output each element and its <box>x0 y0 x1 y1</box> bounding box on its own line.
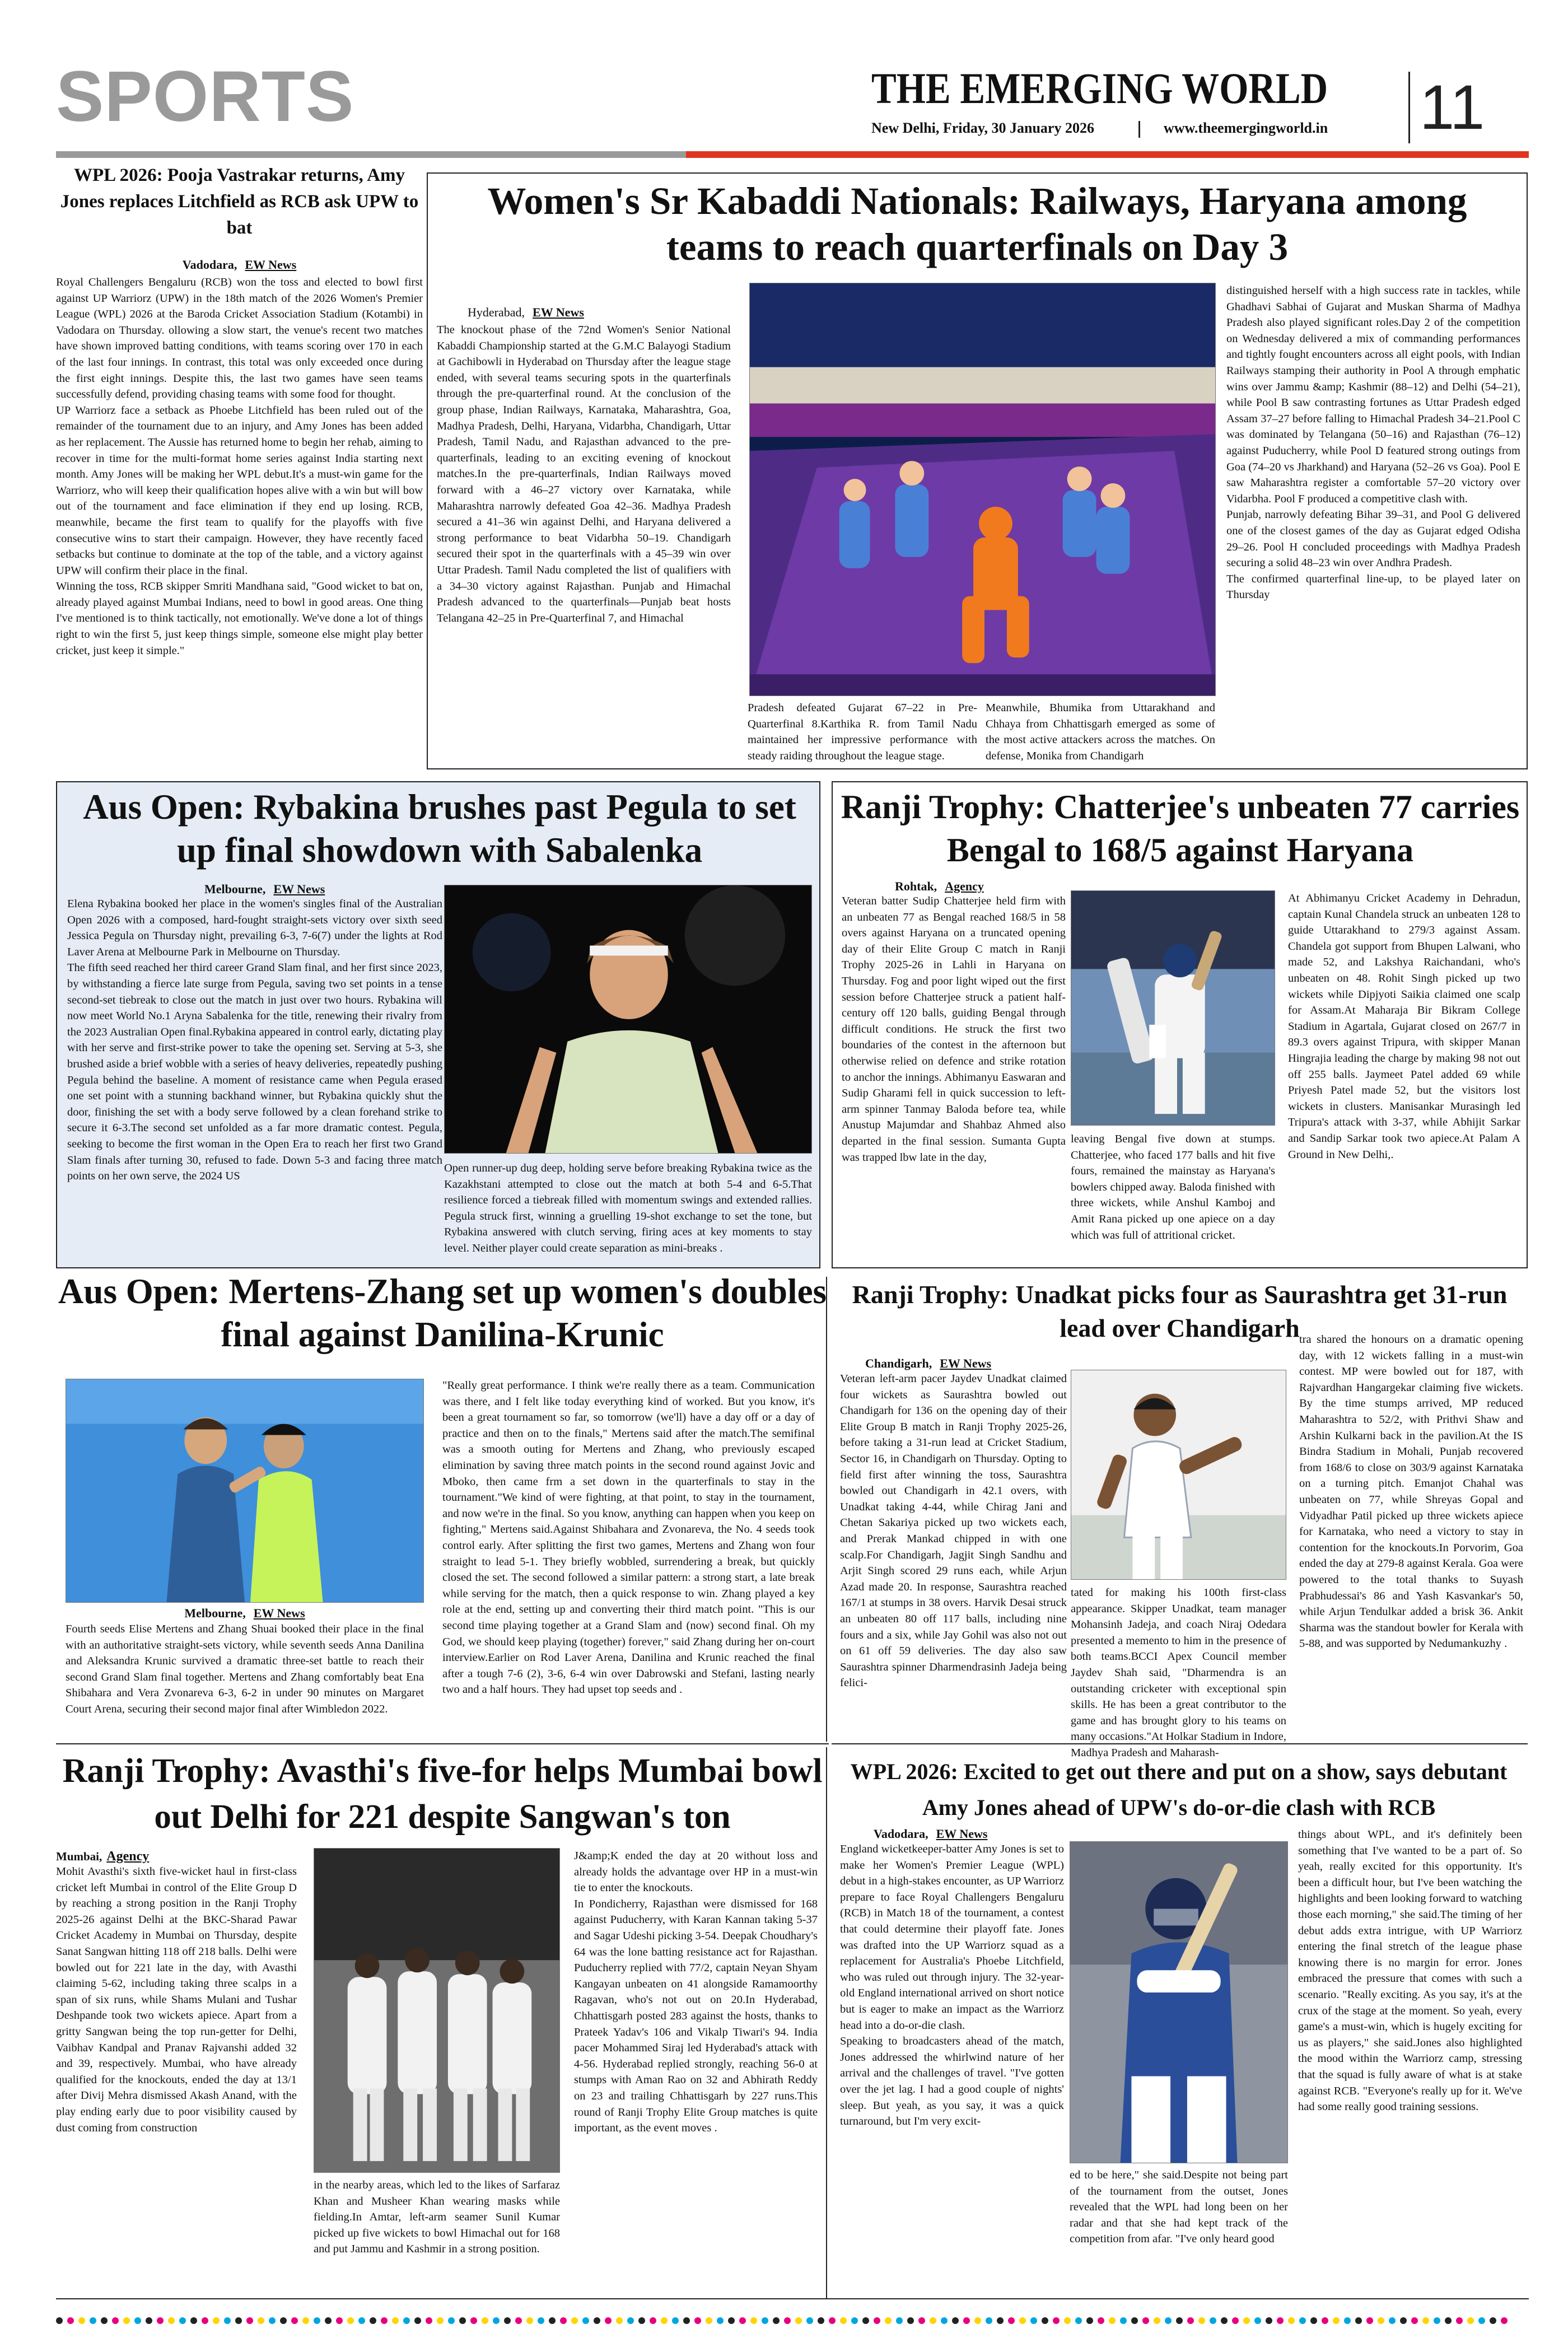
footer-dot <box>706 2317 712 2324</box>
body-avasthi-col3: J&amp;K ended the day at 20 without loss and already holds the advantage over HP in a must-win tie to enter the knockouts. In Pondicherry, Rajasthan were dismissed for 168 against Puducherry, with Karan Kannan taking 5-37 and Sagar Udeshi picking 3-54. Deepak Choudhary's 64 was the lone batting resistance act for Rajasthan. Puducherry replied with 77/2, captain Neyan Shyam Kangayan unbeaten on 41 alongside Ramamoorthy Ragavan, who's not out on 20.In Hyderabad, Chhattisgarh posted 283 against the hosts, thanks to Prateek Yadav's 106 and Vikalp Tiwari's 94. India pacer Mohammed Siraj led Hyderabad's attack with 4-56. Hyderabad replied strongly, reaching 56-0 at stumps with Aman Rao on 32 and Abhirath Reddy on 23 and trailing Chhattisgarh by 227 runs.This round of Ranji Trophy Elite Group matches is quite important, as the event moves . <box>574 1850 818 2135</box>
byline-mertens: Melbourne, EW News <box>184 1606 305 1620</box>
footer-dot <box>224 2317 231 2324</box>
footer-dot <box>874 2317 880 2324</box>
headline-rybakina: Aus Open: Rybakina brushes past Pegula to set up final showdown with Sabalenka <box>83 787 796 870</box>
footer-dot <box>78 2317 85 2324</box>
footer-dot <box>1355 2317 1362 2324</box>
footer-dot <box>370 2317 376 2324</box>
footer-dot <box>258 2317 264 2324</box>
footer-dot <box>1344 2317 1351 2324</box>
footer-dot <box>605 2317 612 2324</box>
rybakina-photo <box>444 885 812 1154</box>
body-chatterjee-col1: Veteran batter Sudip Chatterjee held firm with an unbeaten 77 as Bengal reached 168/5 in 58 overs against Haryana on a truncated opening day of their Elite Group C match in Ranji Trophy 2025-26 in Lahli in Haryana on Thursday. Fog and poor light wiped out the first session before Chatterjee struck a patient half-century off 120 balls, guiding Bengal through difficult conditions. He struck the first two boundaries of the contest in the afternoon but otherwise relied on defence and strike rotation to anchor the innings. Abhimanyu Easwaran and Sudip Gharami fell in quick succession to left-arm spinner Tanmay Baloda before tea, while Anustup Majumdar and Shahbaz Ahmed also departed in the final session. Sumanta Gupta was trapped lbw late in the day, <box>842 895 1066 1164</box>
footer-dot <box>1467 2317 1474 2324</box>
footer-dot <box>1501 2317 1508 2324</box>
paper-title: THE EMERGING WORLD <box>871 64 1328 113</box>
footer-dot <box>1030 2317 1037 2324</box>
footer-dot <box>526 2317 533 2324</box>
chatterjee-photo <box>1071 890 1275 1126</box>
footer-dot <box>1198 2317 1205 2324</box>
kabaddi-photo <box>749 283 1216 696</box>
footer-dot <box>202 2317 208 2324</box>
mertens-photo <box>66 1379 424 1603</box>
chatterjee-photo-art <box>1071 891 1275 1125</box>
body-kabaddi-col4: distinguished herself with a high success rate in tackles, while Ghadhavi Sabhai of Gujarat and Muskan Sharma of Madhya Pradesh also played significant roles.Day 2 of the competition on Wednesday delivered a mix of commanding performances and tightly fought encounters across all eight pools, with Indian Railways stamping their authority in Pool A through emphatic wins over Jammu &amp; Kashmir (88–12) and Delhi (54–21), while Pool B saw contrasting fortunes as Uttar Pradesh edged Assam 37–27 before falling to Himachal Pradesh 34–21.Pool C was dominated by Telangana (50–16) and Rajasthan (76–12) against Puducherry, while Pool D featured strong outings from Goa (74–20 vs Jharkhand) and Haryana (52–26 vs Goa). Pool E saw Maharashtra register a comfortable 57–20 victory over Vidarbha. Pool F produced a competitive clash with. Punjab, narrowly defeating Bihar 39–31, and Pool G delivered one of the closest games of the day as Gujarat edged Odisha 29–26. Pool H concluded proceedings with Madhya Pradesh securing a solid 48–23 win over Andhra Pradesh. The confirmed quarterfinal line-up, to be played later on Thursday <box>1226 284 1520 601</box>
footer-dot <box>426 2317 432 2324</box>
footer-dot <box>538 2317 544 2324</box>
footer-dot <box>1098 2317 1104 2324</box>
footer-dot <box>1120 2317 1127 2324</box>
body-mertens-col2: "Really great performance. I think we're really there as a team. Communication was there, and I felt like today everything kind of worked. But you know, it's been a great tournament so far, so tomorrow (we'll) have a day off or a day of practice and then on to the finals," Mertens said after the match.The semifinal was a smooth outing for Mertens and Zhang, who previously escaped elimination by saving three match points in the second round against Jovic and Mboko, then came frm a set down in the quarterfinals to stay in the tournament."We kind of were fighting, at that point, to stay in the tournament, and now we're in the final. So you know, anything can happen when you keep on fighting," Mertens said.Against Shibahara and Zvonareva, the No. 4 seeds took control early. After splitting the first two games, Mertens and Zhang won four straight to lead 5-1. They briefly wobbled, surrendering a break, but quickly closed the set. The second followed a similar pattern: a strong start, a late break while serving for the match, then a quick response to win. Zhang played a key role at the end, setting up and converting their third match point. "This is our second time playing together at a Grand Slam and (now) second final. Oh my God, we should keep playing (together) forever," said Zhang during her on-court interview.Earlier on Rod Laver Arena, Danilina and Krunic reached the final after a tough 7-6 (2), 3-6, 6-4 win over Dabrowski and Stefani, lasting nearly two and a half hours. They had upset top seeds and . <box>442 1379 815 1696</box>
body-avasthi-col1: Mohit Avasthi's sixth five-wicket haul in first-class cricket left Mumbai in control of the Elite Group D by reaching a strong position in the Ranji Trophy 2025-26 against Delhi at the BKC-Sharad Pawar Cricket Academy in Mumbai on Thursday, despite Sanat Sangwan hitting 118 off 218 balls. Delhi were bowled out for 221 late in the day, with Avasthi claiming 5-62, including taking three scalps in a span of six runs, while Shams Mulani and Tushar Deshpande took two wickets apiece. Apart from a gritty Sangwan being the top run-getter for Delhi, Vaibhav Kandpal and Pranav Rajvanshi added 32 and 39, respectively. Mumbai, who have already qualified for the knockouts, ended the day at 13/1 after Divij Mehra dismissed Akash Anand, with the play ending early due to poor visibility caused by dust coming from construction <box>56 1865 297 2134</box>
dateline-divider <box>1138 121 1140 138</box>
footer-dot <box>627 2317 634 2324</box>
footer-dot <box>1310 2317 1317 2324</box>
body-chatterjee-col3: At Abhimanyu Cricket Academy in Dehradun, captain Kunal Chandela struck an unbeaten 128 to guide Uttarakhand to 279/3 against Assam. Chandela got support from Bhupen Lalwani, who made 52, and Lakshya Raichandani, who's unbeaten on 48. Rohit Singh picked up two wickets while Dipjyoti Saikia claimed one scalp for Assam.At Maharaja Bir Bikram College Stadium in Agartala, Gujarat closed on 267/7 in 89.3 overs against Tripura, with skipper Manan Hingrajia leading the charge by making 98 not out off 255 balls. Jaymeet Patel added 69 while Priyesh Patel made 52, but the visitors lost wickets in clusters. Manisankar Murasingh led Tripura's attack with 3-37, while Abhijit Sarkar and Sandip Sarkar took two apiece.At Palam A Ground in New Delhi,. <box>1288 892 1520 1161</box>
footer-dot <box>582 2317 589 2324</box>
body-amy-jones-col1: England wicketkeeper-batter Amy Jones is set to make her Women's Premier League (WPL) debut in a high-stakes encounter, as UP Warriorz prepare to face Royal Challengers Bengaluru (RCB) in Match 18 of the tournament, a contest that could determine their playoff fate. Jones was drafted into the UP Warriorz squad as a replacement for Australia's Phoebe Litchfield, who was ruled out through injury. The 32-year-old England international arrived on short notice but is eager to make an impact as the Warriorz head into a do-or-die clash. Speaking to broadcasters ahead of the match, Jones addressed the whirlwind nature of her arrival and the challenges of travel. "I've gotten over the jet lag. I had a good couple of nights' sleep. But yeah, as you say, it was a quick turnaround, but I'm very excit- <box>840 1843 1064 2128</box>
footer-dot <box>694 2317 701 2324</box>
footer-dot <box>661 2317 668 2324</box>
footer-dot <box>650 2317 656 2324</box>
byline-chatterjee: Rohtak, Agency <box>895 879 984 893</box>
footer-dot <box>717 2317 724 2324</box>
footer-dot <box>347 2317 354 2324</box>
byline-rybakina: Melbourne, EW News <box>204 882 325 896</box>
footer-dot <box>1042 2317 1048 2324</box>
footer-dot <box>493 2317 500 2324</box>
section-title: SPORTS <box>56 57 354 137</box>
byline-kabaddi: Hyderabad, EW News <box>468 305 584 319</box>
footer-dot <box>672 2317 679 2324</box>
footer-dot <box>986 2317 992 2324</box>
body-unadkat-col3: tra shared the honours on a dramatic opening day, with 12 wickets falling in a must-win contest. MP were bowled out for 187, with Rajvardhan Hangargekar claiming five wickets. By the time stumps arrived, MP reduced Maharashtra to 52/2, with Prithvi Shaw and Arshin Kulkarni back in the pavilion.At the IS Bindra Stadium in Mohali, Punjab recovered from 168/6 to close on 303/9 against Karnataka on a turning pitch. Emanjot Chahal was unbeaten on 77, while Shreyas Gopal and Vidyadhar Patil picked up three wickets apiece for Karnataka, who need a victory to stay in contention for the knockouts.In Porvorim, Goa ended the day at 279-8 against Kerala. Goa were powered to the total thanks to Suyash Prabhudessai's 86 and Yash Kasvankar's 50, while Arjun Tendulkar added a brisk 36. Ankit Sharma was the standout bowler for Kerala with 5-88, and was supported by Nedumankuzhy . <box>1299 1333 1523 1650</box>
unadkat-col2: tated for making his 100th first-class appearance. Skipper Unadkat, team manager Mohansinh Jadeja, and coach Niraj Odedara presented a memento to him in the presence of both teams.BCCI Apex Council member Jaydev Shah said, "Dharmendra is an outstanding cricketer with exceptional spin skills. He has been a great contributor to the game and has brought glory to his teams on many occasions."At Holkar Stadium in Indore, Madhya Pradesh and Maharash- <box>1071 1586 1286 1759</box>
footer-dot <box>1456 2317 1463 2324</box>
footer-dot <box>1243 2317 1250 2324</box>
byline-unadkat: Chandigarh, EW News <box>865 1356 992 1370</box>
amy-jones-photo <box>1070 1841 1288 2163</box>
footer-dot <box>1109 2317 1116 2324</box>
masthead-vertical-divider <box>1408 72 1410 143</box>
footer-dot <box>1187 2317 1194 2324</box>
masthead-rule-red <box>686 151 1529 158</box>
footer-dot <box>571 2317 578 2324</box>
body-rybakina: Elena Rybakina booked her place in the women's singles final of the Australian Open 2026 with a composed, hard-fought straight-sets victory over sixth seed Jessica Pegula on Thursday night, prevailing 6-3, 7-6(7) under the lights at Rod Laver Arena at Melbourne Park in Melbourne on Thursday. The fifth seed reached her third career Grand Slam final, and her first since 2023, by withstanding a fierce late surge from Pegula, saving two set points in a tense second-set tiebreak to close out the match in just over two hours. Rybakina will now meet World No.1 Aryna Sabalenka for the title, renewing their rivalry from the 2023 Australian Open final.Rybakina appeared in control early, dictating play with her serve and first-strike power to take the opening set. Serving at 5-3, she brushed aside a brief wobble with a series of heavy deliveries, repeatedly pushing Pegula behind the baseline. A moment of resistance came when Pegula erased one set point with a stunning backhand winner, but Rybakina quickly shut the door, finishing the set with a body serve followed by a clean forehand strike to secure it 6-3.The second set unfolded as a far more dramatic contest. Pegula, seeking to become the first woman in the Open Era to reach her first two Grand Slam finals after turning 30, refused to fade. Down 5-3 and facing three match points on her own serve, the 2024 US <box>67 898 443 1183</box>
footer-dot <box>459 2317 466 2324</box>
footer-dot <box>414 2317 421 2324</box>
footer-dot <box>269 2317 276 2324</box>
footer-dot <box>515 2317 522 2324</box>
footer-dot <box>157 2317 164 2324</box>
footer-dot <box>974 2317 981 2324</box>
footer-dot <box>1221 2317 1228 2324</box>
footer-dot <box>1299 2317 1306 2324</box>
footer-dot <box>896 2317 903 2324</box>
rybakina-caption: Open runner-up dug deep, holding serve before breaking Rybakina twice as the Kazakhstani attempted to close out the match at both 5-4 and 6-5.That resilience forced a tiebreak filled with momentum swings and extended rallies. Pegula struck first, winning a gruelling 19-shot exchange to set the tone, but Rybakina answered with clutch serving, firing aces at key moments to stay level. Neither player could create separation as mini-breaks . <box>444 1162 812 1254</box>
footer-dot <box>336 2317 343 2324</box>
footer-dot <box>1064 2317 1071 2324</box>
footer-dot <box>1288 2317 1295 2324</box>
footer-dot <box>728 2317 735 2324</box>
footer-dot <box>750 2317 757 2324</box>
footer-dot <box>963 2317 970 2324</box>
footer-dot <box>1400 2317 1407 2324</box>
footer-dot <box>123 2317 130 2324</box>
headline-wpl-vastrakar: WPL 2026: Pooja Vastrakar returns, Amy Jones replaces Litchfield as RCB ask UPW to bat <box>60 165 419 238</box>
footer-dot <box>325 2317 332 2324</box>
footer-dot <box>1154 2317 1160 2324</box>
footer-dot <box>997 2317 1004 2324</box>
footer-dot <box>381 2317 388 2324</box>
footer-dot <box>683 2317 690 2324</box>
footer-dot <box>851 2317 858 2324</box>
page-number: 11 <box>1420 72 1485 142</box>
byline-wpl-vastrakar: Vadodara, EW News <box>182 258 297 272</box>
mertens-photo-art <box>66 1379 423 1602</box>
footer-dot <box>504 2317 511 2324</box>
footer-dot <box>1378 2317 1384 2324</box>
footer-dot <box>784 2317 791 2324</box>
footer-dot <box>1422 2317 1429 2324</box>
footer-dot <box>168 2317 175 2324</box>
footer-dot <box>1019 2317 1026 2324</box>
unadkat-photo <box>1071 1370 1286 1580</box>
body-mertens-col1: Fourth seeds Elise Mertens and Zhang Shuai booked their place in the final with an authoritative straight-sets victory, while seventh seeds Anna Danilina and Aleksandra Krunic survived a dramatic three-set battle to reach their second Grand Slam final together. Mertens and Zhang comfortably beat Ena Shibahara and Vera Zvonareva 6-3, 6-2 in under 90 minutes on Margaret Court Arena, securing their second major final after Wimbledon 2022. <box>66 1623 424 1715</box>
footer-dot <box>1434 2317 1440 2324</box>
footer-dot <box>907 2317 914 2324</box>
body-kabaddi-col1: The knockout phase of the 72nd Women's Senior National Kabaddi Championship started at the G.M.C Balayogi Stadium at Gachibowli in Hyderabad on Thursday after the league stage ended, with several teams securing spots in the quarterfinals through the pre-quarterfinal round. At the conclusion of the group phase, Indian Railways, Karnataka, Maharashtra, Goa, Madhya Pradesh, Delhi, Haryana, Vidarbha, Chandigarh, Uttar Pradesh, Tamil Nadu, and Rajasthan advanced to the pre-quarterfinals, leading to an exciting evening of knockout matches.In the pre-quarterfinals, Indian Railways moved forward with a 46–27 victory over Karnataka, while Maharashtra narrowly defeated Goa 42–36. Madhya Pradesh secured a 41–36 win against Delhi, and Haryana delivered a strong performance to beat Vidarbha 50–19. Chandigarh secured their spot in the quarterfinals with a 45–39 win over Uttar Pradesh. Tamil Nadu completed the list of qualifiers with a 34–30 victory against Rajasthan. Punjab and Himachal Pradesh advanced to the quarterfinals—Punjab beat hosts Telangana 42–25 in Pre-Quarterfinal 7, and Himachal <box>437 324 731 624</box>
byline-avasthi: Mumbai, Agency <box>56 1849 150 1864</box>
footer-dot <box>482 2317 488 2324</box>
footer-dot <box>1165 2317 1172 2324</box>
footer-dot <box>616 2317 623 2324</box>
footer-dot <box>246 2317 253 2324</box>
footer-dot <box>1478 2317 1485 2324</box>
kabaddi-photo-art <box>750 283 1215 696</box>
headline-unadkat: Ranji Trophy: Unadkat picks four as Saurashtra get 31-run lead over Chandigarh <box>852 1280 1508 1342</box>
kabaddi-col3: Meanwhile, Bhumika from Uttarakhand and Chhaya from Chhattisgarh emerged as some of the most active attackers across the matches. On defense, Monika from Chandigarh <box>986 702 1215 762</box>
website-url: www.theemergingworld.in <box>1164 120 1328 136</box>
headline-kabaddi: Women's Sr Kabaddi Nationals: Railways, Haryana among teams to reach quarterfinals on Day 3 <box>487 180 1467 268</box>
footer-dot <box>762 2317 768 2324</box>
footer-dot <box>190 2317 197 2324</box>
footer-dot <box>840 2317 847 2324</box>
footer-dot <box>1131 2317 1138 2324</box>
rule-avasthi-amy <box>826 1747 827 2299</box>
footer-dot <box>773 2317 780 2324</box>
footer-dot <box>112 2317 119 2324</box>
footer-dot <box>1053 2317 1060 2324</box>
body-wpl-vastrakar: Royal Challengers Bengaluru (RCB) won the toss and elected to bowl first against UP Warriorz (UPW) in the 18th match of the 2026 Women's Premier League (WPL) 2026 at the Baroda Cricket Association Stadium (Kotambi) in Vadodara on Thursday. ollowing a slow start, the venue's recent two matches have shown improved batting conditions, with teams scoring over 170 in each of the last four innings. In contrast, this total was only exceeded once during the first eight innings. Despite this, the last two games have seen teams successfully defend, providing chasing teams with some food for thought. UP Warriorz face a setback as Phoebe Litchfield has been ruled out of the remainder of the tournament due to an injury, and Amy Jones has been added as her replacement. The Aussie has returned home to begin her rehab, aiming to recover in time for the multi-format home series against India starting next month. Amy Jones will be making her WPL debut.It's a must-win game for the Warriorz, who will keep their qualification hopes alive with a win but will bow out of the tournament and face elimination if they end up losing. RCB, meanwhile, became the first team to qualify for the playoffs with five consecutive wins to start their campaign. However, they have recently faced setbacks but continue to dominate at the top of the table, and a victory against UPW will confirm their place in the final. Winning the toss, RCB skipper Smriti Mandhana said, "Good wicket to bat on, already played against Mumbai Indians, need to bowl in good areas. One thing I've mentioned is to think tactically, not emotionally. We've done a lot of things right to win the first 5, just keep things simple, someone else might play better cricket, just keep it simple." <box>56 276 423 657</box>
footer-dot <box>1086 2317 1093 2324</box>
body-unadkat-col1: Veteran left-arm pacer Jaydev Unadkat claimed four wickets as Saurashtra bowled out Chandigarh for 136 on the opening day of their Elite Group B match in Ranji Trophy 2025-26, before taking a 31-run lead at Cricket Stadium, Sector 16, in Chandigarh on Thursday. Opting to field first after winning the toss, Saurashtra bowled out Chandigarh in 42.1 overs, with Unadkat taking 4-44, while Chirag Jani and Chetan Sakariya picked up two wickets each, and Prerak Mankad chipped in with one scalp.For Chandigarh, Jagjit Singh Sandhu and Arjit Singh scored 29 runs each, while Arjun Azad made 20. In response, Saurashtra reached 167/1 at stumps in 38 overs. Harvik Desai struck an unbeaten 80 off 117 balls, including nine fours and a six, while Jay Gohil was also not out on 61 off 59 deliveries. The day also saw Saurashtra spinner Dharmendrasinh Jadeja being felici- <box>840 1373 1067 1690</box>
footer-dot <box>560 2317 567 2324</box>
footer-dot <box>1333 2317 1340 2324</box>
footer-dot <box>885 2317 892 2324</box>
unadkat-photo-art <box>1071 1370 1286 1579</box>
footer-dot <box>1008 2317 1015 2324</box>
footer-dot <box>818 2317 824 2324</box>
footer-dot <box>101 2317 108 2324</box>
footer-dot <box>549 2317 556 2324</box>
kabaddi-col2: Pradesh defeated Gujarat 67–22 in Pre-Quarterfinal 8.Karthika R. from Tamil Nadu maintained her impressive performance with steady raiding throughout the league stage. <box>748 702 977 762</box>
footer-dot <box>795 2317 802 2324</box>
footer-dot <box>739 2317 746 2324</box>
headline-chatterjee: Ranji Trophy: Chatterjee's unbeaten 77 carries Bengal to 168/5 against Haryana <box>841 788 1520 869</box>
rule-under-mertens <box>56 1743 829 1744</box>
footer-dot <box>56 2317 63 2324</box>
footer-dot <box>1176 2317 1183 2324</box>
footer-dot <box>1254 2317 1261 2324</box>
avasthi-photo-art <box>314 1849 559 2172</box>
footer-dot <box>952 2317 959 2324</box>
headline-avasthi: Ranji Trophy: Avasthi's five-for helps Mumbai bowl out Delhi for 221 despite Sangwan's ton <box>62 1752 823 1836</box>
dateline: New Delhi, Friday, 30 January 2026 <box>871 120 1094 136</box>
chatterjee-col2: leaving Bengal five down at stumps. Chatterjee, who faced 177 balls and hit five fours, remained the mainstay as Haryana's bowlers chipped away. Baloda finished with three wickets, while Anshul Kamboj and Amit Rana picked up one apiece on a day which was full of attritional cricket. <box>1071 1133 1275 1242</box>
footer-dot <box>392 2317 399 2324</box>
headline-amy-jones: WPL 2026: Excited to get out there and put on a show, says debutant Amy Jones ahead of UPW's do-or-die clash with RCB <box>850 1759 1508 1820</box>
footer-dot <box>1411 2317 1418 2324</box>
footer-dot <box>1075 2317 1082 2324</box>
footer-color-dots <box>56 2317 1529 2328</box>
footer-dot <box>470 2317 477 2324</box>
footer-dot <box>291 2317 298 2324</box>
footer-dot <box>179 2317 186 2324</box>
footer-dot <box>358 2317 365 2324</box>
footer-dot <box>280 2317 287 2324</box>
footer-dot <box>594 2317 600 2324</box>
avasthi-col2: in the nearby areas, which led to the likes of Sarfaraz Khan and Musheer Khan wearing masks while fielding.In Amtar, left-arm seamer Sunil Kumar picked up five wickets to bowl Himachal out for 168 and put Jammu and Kashmir in a strong position. <box>314 2179 560 2256</box>
footer-dot <box>302 2317 309 2324</box>
footer-dot <box>862 2317 869 2324</box>
amy-jones-photo-art <box>1070 1842 1287 2163</box>
footer-dot <box>314 2317 320 2324</box>
footer-dot <box>806 2317 813 2324</box>
footer-dot <box>437 2317 444 2324</box>
footer-dot <box>1445 2317 1452 2324</box>
masthead-rule-gray <box>56 151 686 158</box>
footer-dot <box>1266 2317 1272 2324</box>
footer-dot <box>1389 2317 1396 2324</box>
rybakina-photo-art <box>445 885 811 1153</box>
footer-dot <box>638 2317 645 2324</box>
footer-dot <box>213 2317 220 2324</box>
footer-dot <box>930 2317 936 2324</box>
footer-dot <box>448 2317 455 2324</box>
footer-dot <box>1366 2317 1373 2324</box>
footer-dot <box>1277 2317 1284 2324</box>
footer-dot <box>90 2317 96 2324</box>
footer-dot <box>941 2317 948 2324</box>
footer-dot <box>67 2317 74 2324</box>
footer-dot <box>403 2317 410 2324</box>
byline-amy-jones: Vadodara, EW News <box>874 1827 988 1841</box>
footer-dot <box>235 2317 242 2324</box>
footer-dot <box>134 2317 141 2324</box>
footer-dot <box>918 2317 925 2324</box>
avasthi-photo <box>314 1848 560 2173</box>
footer-dot <box>829 2317 836 2324</box>
rule-under-unadkat <box>832 1743 1528 1744</box>
amy-jones-col2: ed to be here," she said.Despite not being part of the tournament from the outset, Jones revealed that the WPL had long been on her radar and that she had kept track of the competition from afar. "I've only heard good <box>1070 2169 1288 2246</box>
headline-mertens: Aus Open: Mertens-Zhang set up women's doubles final against Danilina-Krunic <box>58 1272 827 1354</box>
footer-dot <box>1322 2317 1328 2324</box>
footer-dot <box>1232 2317 1239 2324</box>
body-amy-jones-col3: things about WPL, and it's definitely been something that I've wanted to be a part of. So yeah, really excited for this opportunity. It's been a difficult hour, but I've been watching the highlights and been looking forward to watching those each morning," she said.The timing of her debut adds extra intrigue, with UP Warriorz entering the final stretch of the league phase knowing there is no margin for error. Jones embraced the pressure that comes with such a scenario. "Really exciting. As you say, it's at the crux of the stage at the moment. So yeah, every game's a must-win, which is hugely exciting for us as players," she said.Jones also highlighted the mood within the Warriorz camp, stressing that the squad is fully aware of what is at stake against RCB. "Everyone's really up for it. We've had some really good training sessions. <box>1298 1828 1522 2113</box>
footer-dot <box>1142 2317 1149 2324</box>
footer-dot <box>1490 2317 1496 2324</box>
rule-bottom <box>56 2298 1529 2299</box>
footer-dot <box>1210 2317 1216 2324</box>
rule-mertens-unadkat <box>826 1277 827 1742</box>
footer-dot <box>146 2317 152 2324</box>
